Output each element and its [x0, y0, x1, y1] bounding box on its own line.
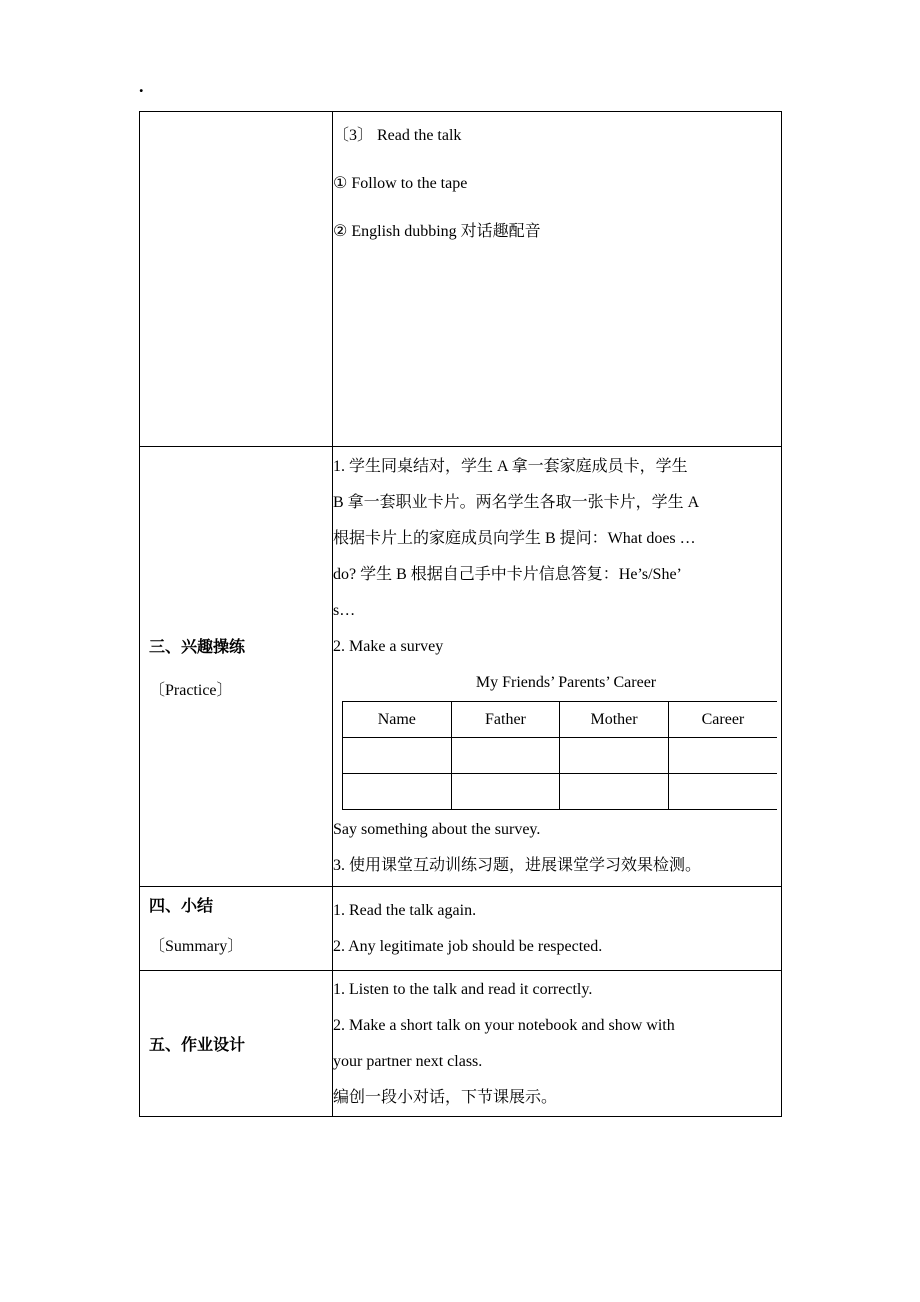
summary-sublabel: 〔Summary〕 — [149, 938, 244, 955]
read-talk-label-cell — [140, 112, 333, 447]
survey-cell — [343, 774, 452, 810]
practice-item1-line: s… — [333, 602, 356, 619]
summary-label-cell — [140, 887, 333, 971]
survey-table — [342, 701, 777, 810]
practice-content-cell — [333, 447, 782, 887]
homework-label-cell — [140, 971, 333, 1117]
homework-label: 五、作业设计 — [149, 1035, 246, 1054]
practice-item1-line: B 拿一套职业卡片。两名学生各取一张卡片，学生 A — [333, 494, 700, 511]
survey-row — [343, 738, 778, 774]
follow-tape-step: ① Follow to the tape — [333, 175, 468, 192]
homework-line: 1. Listen to the talk and read it correctly. — [333, 981, 593, 998]
survey-cell — [343, 738, 452, 774]
page-mark: . — [139, 76, 144, 96]
survey-cell — [668, 774, 777, 810]
practice-item3: 3. 使用课堂互动训练习题，进展课堂学习效果检测。 — [333, 857, 702, 874]
row-homework — [140, 971, 782, 1117]
survey-cell — [668, 738, 777, 774]
row-practice — [140, 447, 782, 887]
homework-line: your partner next class. — [333, 1053, 483, 1070]
practice-item1-line: 根据卡片上的家庭成员向学生 B 提问：What does … — [333, 530, 696, 547]
read-talk-heading: 〔3〕 Read the talk — [333, 127, 462, 144]
survey-header-career: Career — [668, 702, 777, 738]
dubbing-step: ② English dubbing 对话趣配音 — [333, 223, 541, 240]
survey-followup: Say something about the survey. — [333, 821, 541, 838]
read-talk-content-cell — [333, 112, 782, 447]
survey-row — [343, 774, 778, 810]
survey-header-mother: Mother — [560, 702, 669, 738]
practice-item2: 2. Make a survey — [333, 638, 444, 655]
survey-title: My Friends’ Parents’ Career — [475, 674, 657, 691]
homework-line: 编创一段小对话，下节课展示。 — [333, 1089, 558, 1106]
practice-sublabel: 〔Practice〕 — [149, 681, 233, 699]
summary-label: 四、小结 — [149, 896, 214, 915]
practice-item1-line: 1. 学生同桌结对，学生 A 拿一套家庭成员卡，学生 — [333, 458, 688, 475]
homework-content-cell — [333, 971, 782, 1117]
survey-header-father: Father — [451, 702, 560, 738]
lesson-plan-table — [139, 111, 782, 1117]
survey-cell — [451, 774, 560, 810]
practice-item1-line: do? 学生 B 根据自己手中卡片信息答复：He’s/She’ — [333, 566, 682, 583]
practice-label: 三、兴趣操练 — [149, 636, 246, 656]
survey-header-name: Name — [343, 702, 452, 738]
survey-cell — [451, 738, 560, 774]
homework-line: 2. Make a short talk on your notebook and show with — [333, 1017, 675, 1034]
summary-line: 2. Any legitimate job should be respected. — [333, 938, 603, 955]
survey-header-row — [343, 702, 778, 738]
survey-cell — [560, 738, 669, 774]
row-summary — [140, 887, 782, 971]
summary-content-cell — [333, 887, 782, 971]
summary-line: 1. Read the talk again. — [333, 902, 477, 919]
row-read-talk — [140, 112, 782, 447]
practice-label-cell — [140, 447, 333, 887]
survey-cell — [560, 774, 669, 810]
